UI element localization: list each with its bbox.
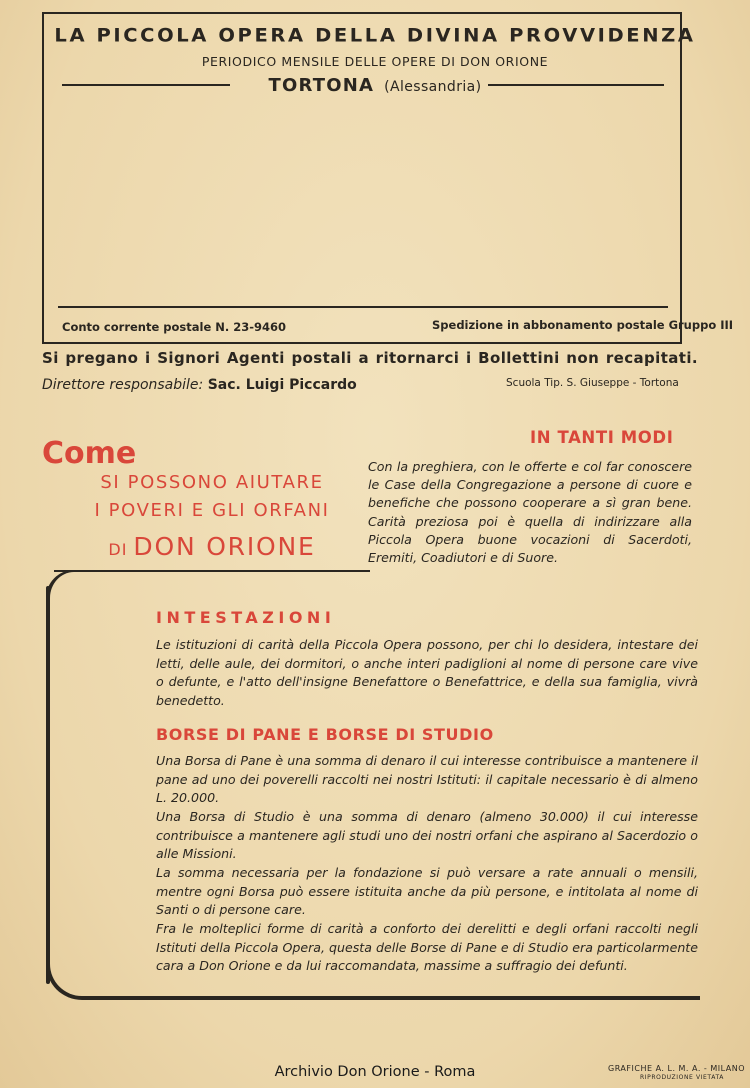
direttore-label: Direttore responsabile: [42,377,204,393]
borse-paragraph-2: Una Borsa di Studio è una somma di denaro (almeno 30.000) il cui interesse contribuisce a mantenere agli studi uno dei nostri orfani che aspirano al Sacerdozio o alle Missioni. [156,809,698,862]
frame-bottom-rule [84,996,700,1000]
intestazioni-text: Le istituzioni di carità della Piccola Opera possono, per chi lo desidera, intestare dei letti, delle aule, dei dormitori, o anche interi padiglioni al nome di persone care vive o defunte, e l'atto dell'insigne Benefattore o Benefattrice, e della sua famiglia, vivrà benedetto. [156,637,698,708]
come-line-1: SI POSSONO AIUTARE [100,472,324,493]
frame-left-rule [46,586,50,984]
borse-paragraph-3: La somma necessaria per la fondazione si può versare a rate annuali o mensili, mentre ogni Borsa può essere istituita anche da più persone, e intitolata al nome di Santi o di persone care. [156,865,698,918]
city-line [0,75,750,96]
postal-notice: Si pregano i Signori Agenti postali a ritornarci i Bollettini non recapitati. [42,349,698,367]
come-line-3-name: DON ORIONE [133,532,316,561]
come-line-2: I POVERI E GLI ORFANI [94,500,330,521]
reproduction-note: RIPRODUZIONE VIETATA [640,1074,724,1081]
modi-text: Con la preghiera, con le offerte e col far conoscere le Case della Congregazione a persone di cuore e benefiche che possono cooperare a sì gran bene. Carità preziosa poi è quella di indirizzare alla Piccola Opera buone vocazioni di Sacerdoti, Eremiti, Coadiutori e di Suore. [368,459,692,566]
modi-heading: IN TANTI MODI [530,428,674,447]
borse-paragraph-1: Una Borsa di Pane è una somma di denaro il cui interesse contribuisce a mantenere il pane ad uno dei poverelli raccolti nei nostri Istituti: il capitale necessario è di almeno L. 20.000. [156,753,698,806]
city-name: TORTONA [268,75,375,96]
conto-corrente: Conto corrente postale N. 23-9460 [62,320,287,334]
direttore-name: Sac. Luigi Piccardo [207,377,357,393]
borse-paragraph-4: Fra le molteplici forme di carità a conforto dei derelitti e degli orfani raccolti negli Istituti della Piccola Opera, questa delle Borse di Pane e di Studio era particolarmente cara a Don Orione e da lui raccomandata, massime a suffragio dei defunti. [156,921,698,974]
address-box-rule [58,306,668,308]
printer-credit: GRAFICHE A. L. M. A. - MILANO [608,1064,746,1073]
borse-heading: BORSE DI PANE E BORSE DI STUDIO [156,725,494,744]
city-region: (Alessandria) [384,79,482,95]
tipografia: Scuola Tip. S. Giuseppe - Tortona [506,377,679,389]
archive-caption: Archivio Don Orione - Roma [274,1064,476,1080]
come-line-3 [64,532,360,561]
intestazioni-heading: INTESTAZIONI [156,608,336,627]
publication-title: LA PICCOLA OPERA DELLA DIVINA PROVVIDENZA [54,24,696,47]
come-divider [54,570,370,572]
come-heading: Come [42,436,137,471]
direttore-line [42,377,357,393]
come-line-3-prefix: DI [108,540,128,559]
spedizione-note: Spedizione in abbonamento postale Gruppo III [432,318,734,332]
publication-subtitle: PERIODICO MENSILE DELLE OPERE DI DON ORIONE [201,54,549,69]
